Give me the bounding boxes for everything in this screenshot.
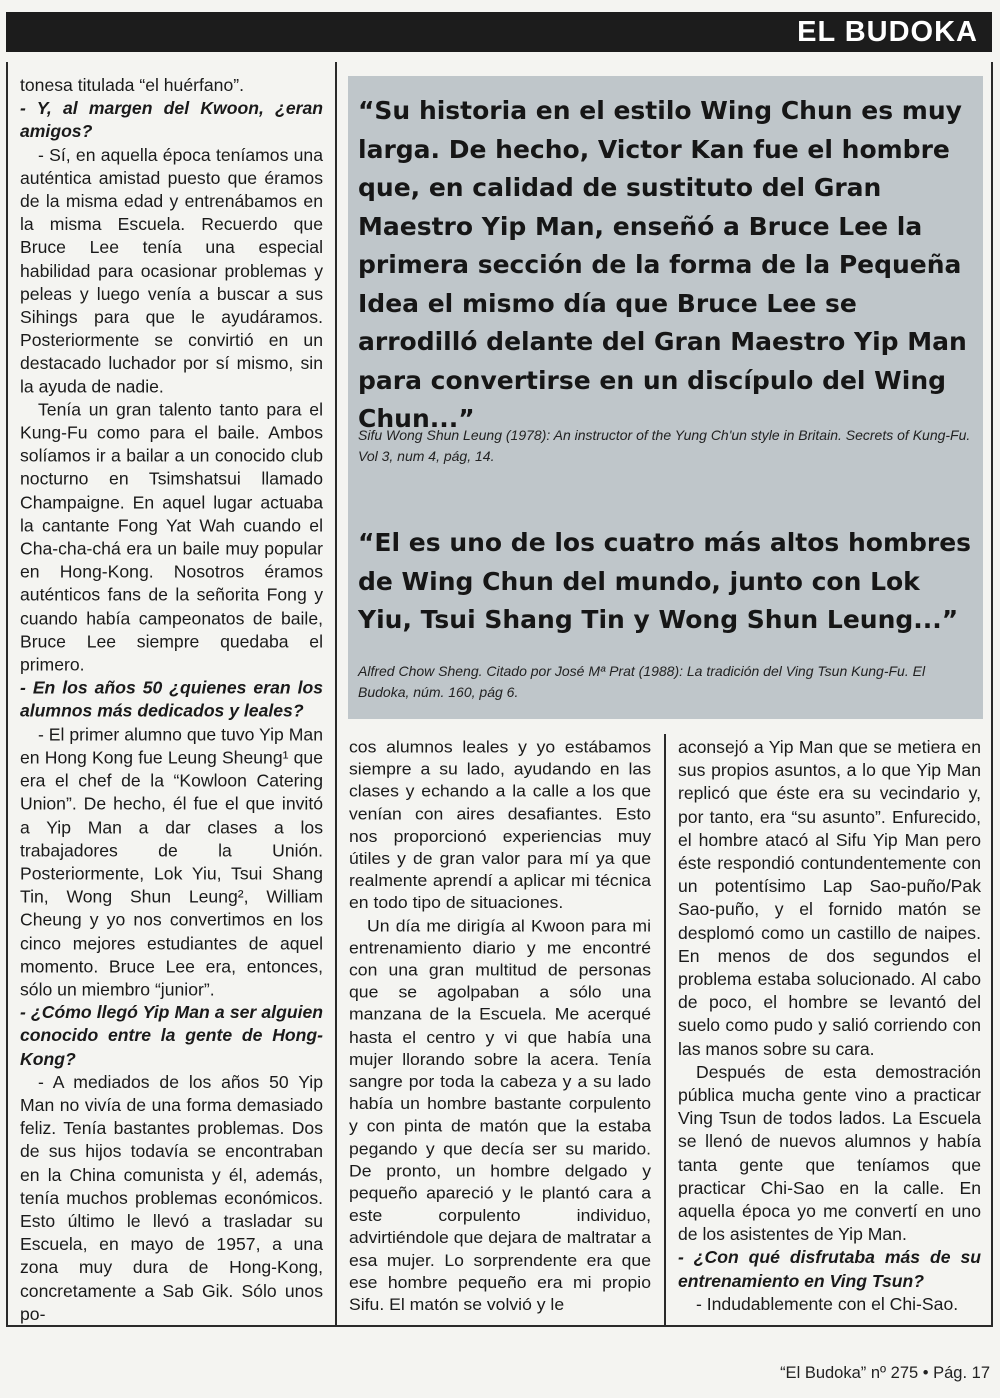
interview-question: - ¿Con qué disfrutaba más de su entrenamiento en Ving Tsun? xyxy=(678,1247,981,1291)
article-paragraph: - Indudablemente con el Chi-Sao. xyxy=(696,1293,959,1314)
pull-quote-1-source: Sifu Wong Shun Leung (1978): An instructor of the Yung Ch'un style in Britain. Secrets of Kung-Fu. Vol 3, num 4, pág, 14. xyxy=(358,427,971,464)
bottom-border-rule xyxy=(6,1325,993,1327)
column-divider-1 xyxy=(335,62,337,1327)
article-paragraph: tonesa titulada “el huérfano”. xyxy=(20,74,244,95)
article-paragraph: - A mediados de los años 50 Yip Man no vivía de una forma demasiado feliz. Tenía bastantes problemas. Dos de sus hijos todavía se encontraban en la China comunista y él, además, tenía muchos problemas económicos. Esto último le llevó a trasladar su Escuela, en mayo de 1957, a una zona muy dura de Hong-Kong, concretamente a Sab Gik. Sólo unos po- xyxy=(20,1071,323,1324)
article-paragraph: Un día me dirigía al Kwoon para mi entrenamiento diario y me encontré con una gran multitud de personas que se agolpaban a sólo una manzana de la Escuela. Me acerqué hasta el centro y vi que había una mujer llorando sobre la acera. Tenía sangre por toda la cabeza y a su lado había un hombre bastante corpulento y con pinta de matón que la estaba pegando y que decía ser su marido. De pronto, un hombre delgado y pequeño apareció y le plantó cara a este corpulento individuo, advirtiéndole que dejara de maltratar a esa mujer. Lo sorprendente era que ese hombre pequeño era mi propio Sifu. El matón se volvió y le xyxy=(349,915,651,1315)
article-paragraph: Después de esta demostración pública mucha gente vino a practicar Ving Tsun de todos lados. La Escuela se llenó de nuevos alumnos y había tanta gente que teníamos que practicar Chi-Sao en la calle. En aquella época yo me convertí en uno de los asistentes de Yip Man. xyxy=(678,1061,981,1245)
article-column-3 xyxy=(678,736,981,1316)
right-border-rule xyxy=(991,62,993,1327)
article-paragraph: - Sí, en aquella época teníamos una auténtica amistad puesto que éramos de la misma edad y entrenábamos en la misma Escuela. Recuerdo que Bruce Lee tenía una especial habilidad para ocasionar problemas y peleas y luego venía a buscar a sus Sihings para que le ayudáramos. Posteriormente se convirtió en un destacado luchador por sí mismo, sin la ayuda de nadie. xyxy=(20,144,323,397)
column-divider-2 xyxy=(664,734,666,1327)
interview-question: - En los años 50 ¿quienes eran los alumnos más dedicados y leales? xyxy=(20,677,323,721)
left-border-rule xyxy=(6,62,8,1327)
magazine-title: EL BUDOKA xyxy=(797,16,978,48)
article-paragraph: cos alumnos leales y yo estábamos siempre a su lado, ayudando en las clases y echando a la calle a los que venían con aires desafiantes. Esto nos proporcionó experiencias muy útiles y de gran valor para mí ya que realmente aprendí a aplicar mi técnica en todo tipo de situaciones. xyxy=(349,736,651,913)
article-paragraph: Tenía un gran talento tanto para el Kung-Fu como para el baile. Ambos solíamos ir a bailar a un conocido club nocturno en Tsimshatsui llamado Champaigne. En aquel lugar actuaba la cantante Fong Yat Wah cuando el Cha-cha-chá era un baile muy popular en Hong-Kong. Nosotros éramos auténticos fans de la señorita Fong y cuando había campeonatos de baile, Bruce Lee siempre quedaba el primero. xyxy=(20,399,323,675)
pull-quote-box xyxy=(348,76,983,719)
interview-question: - Y, al margen del Kwoon, ¿eran amigos? xyxy=(20,98,323,142)
pull-quote-2: “El es uno de los cuatro más altos hombres de Wing Chun del mundo, junto con Lok Yiu, Tsui Shang Tin y Wong Shun Leung...” xyxy=(358,528,972,634)
magazine-header-bar xyxy=(6,12,992,52)
interview-question: - ¿Cómo llegó Yip Man a ser alguien conocido entre la gente de Hong-Kong? xyxy=(20,1002,323,1069)
article-column-1 xyxy=(20,74,323,1326)
article-paragraph: - El primer alumno que tuvo Yip Man en Hong Kong fue Leung Sheung¹ que era el chef de la “Kowloon Catering Union”. De hecho, él fue el que invitó a Yip Man a dar clases a los trabajadores de la Unión. Posteriormente, Lok Yiu, Tsui Shang Tin, Wong Shun Leung², William Cheung y yo nos convertimos en los cinco mejores estudiantes de aquel momento. Bruce Lee era, entonces, sólo un miembro “junior”. xyxy=(20,724,323,1000)
page-footer: “El Budoka” nº 275 • Pág. 17 xyxy=(780,1364,990,1382)
article-column-2 xyxy=(349,736,651,1316)
article-paragraph: aconsejó a Yip Man que se metiera en sus propios asuntos, a lo que Yip Man replicó que éste era su vecindario y, por tanto, era “su asunto”. Enfurecido, el hombre atacó al Sifu Yip Man pero éste respondió contundentemente con un potentísimo Lap Sao-puño/Pak Sao-puño, y el fornido matón se desplomó como un castillo de naipes. En menos de dos segundos el problema estaba solucionado. Al cabo de poco, el hombre se levantó del suelo como pudo y salió corriendo con las manos sobre su cara. xyxy=(678,737,981,1059)
pull-quote-1: “Su historia en el estilo Wing Chun es muy larga. De hecho, Victor Kan fue el hombre que, en calidad de sustituto del Gran Maestro Yip Man, enseñó a Bruce Lee la primera sección de la forma de la Pequeña Idea el mismo día que Bruce Lee se arrodilló delante del Gran Maestro Yip Man para convertirse en un discípulo del Wing Chun...” xyxy=(358,96,967,433)
pull-quote-2-source: Alfred Chow Sheng. Citado por José Mª Prat (1988): La tradición del Ving Tsun Kung-Fu. El Budoka, núm. 160, pág 6. xyxy=(358,663,926,700)
